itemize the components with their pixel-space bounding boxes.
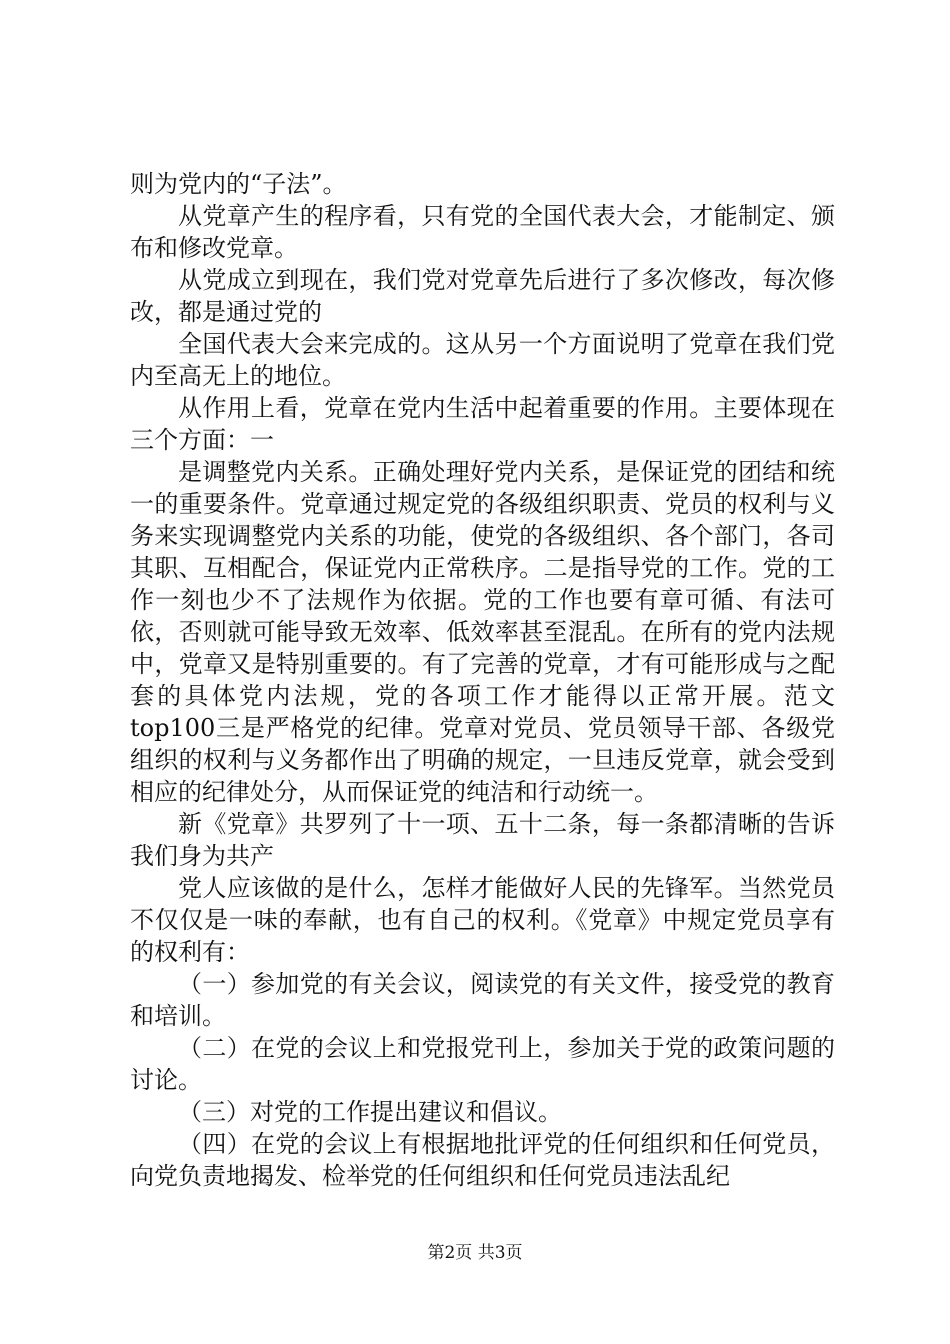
page-footer: 第2页 共3页 bbox=[427, 1243, 523, 1263]
paragraph-3: 从党成立到现在，我们党对党章先后进行了多次修改，每次修改，都是通过党的 bbox=[130, 266, 835, 326]
body-text bbox=[130, 168, 835, 1192]
paragraph-6: 是调整党内关系。正确处理好党内关系，是保证党的团结和统一的重要条件。党章通过规定党的各级组织职责、党员的权利与义务来实现调整党内关系的功能，使党的各级组织、各个部门，各司其职、互相配合，保证党内正常秩序。二是指导党的工作。党的工作一刻也少不了法规作为依据。党的工作也要有章可循、有法可依，否则就可能导致无效率、低效率甚至混乱。在所有的党内法规中，党章又是特别重要的。有了完善的党章，才有可能形成与之配套的具体党内法规，党的各项工作才能得以正常开展。范文top100三是严格党的纪律。党章对党员、党员领导干部、各级党组织的权利与义务都作出了明确的规定，一旦违反党章，就会受到相应的纪律处分，从而保证党的纯洁和行动统一。 bbox=[130, 458, 835, 806]
paragraph-8: 党人应该做的是什么，怎样才能做好人民的先锋军。当然党员不仅仅是一味的奉献，也有自己的权利。《党章》中规定党员享有的权利有： bbox=[130, 874, 835, 966]
paragraph-10: （二）在党的会议上和党报党刊上，参加关于党的政策问题的讨论。 bbox=[130, 1034, 835, 1094]
paragraph-9: （一）参加党的有关会议，阅读党的有关文件，接受党的教育和培训。 bbox=[130, 970, 835, 1030]
paragraph-2: 从党章产生的程序看，只有党的全国代表大会，才能制定、颁布和修改党章。 bbox=[130, 202, 835, 262]
paragraph-7: 新《党章》共罗列了十一项、五十二条，每一条都清晰的告诉我们身为共产 bbox=[130, 810, 835, 870]
paragraph-11: （三）对党的工作提出建议和倡议。 bbox=[178, 1098, 562, 1126]
paragraph-5: 从作用上看，党章在党内生活中起着重要的作用。主要体现在三个方面：一 bbox=[130, 394, 835, 454]
paragraph-4: 全国代表大会来完成的。这从另一个方面说明了党章在我们党内至高无上的地位。 bbox=[130, 330, 835, 390]
paragraph-12: （四）在党的会议上有根据地批评党的任何组织和任何党员，向党负责地揭发、检举党的任何组织和任何党员违法乱纪 bbox=[130, 1130, 835, 1190]
paragraph-1: 则为党内的“子法”。 bbox=[130, 170, 347, 198]
